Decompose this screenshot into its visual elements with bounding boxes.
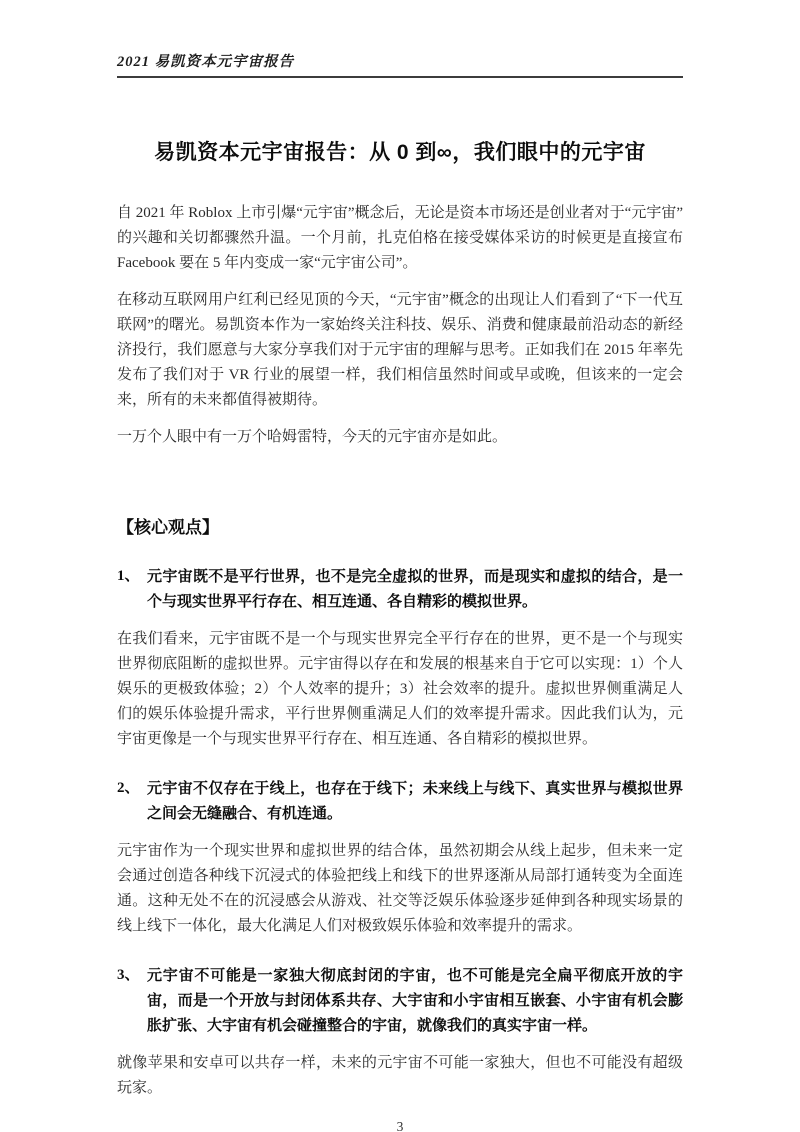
point-statement: 元宇宙既不是平行世界，也不是完全虚拟的世界，而是现实和虚拟的结合，是一个与现实世界平行存在、相互连通、各自精彩的模拟世界。	[147, 568, 683, 610]
point-statement: 元宇宙不仅存在于线上，也存在于线下；未来线上与线下、真实世界与模拟世界之间会无缝融合、有机连通。	[147, 780, 683, 822]
closing-paragraph: 就像苹果和安卓可以共存一样，未来的元宇宙不可能一家独大，但也不可能没有超级玩家。	[117, 1055, 683, 1096]
point-number: 3、	[117, 967, 140, 983]
intro-paragraph-1: 自 2021 年 Roblox 上市引爆“元宇宙”概念后，无论是资本市场还是创业者对于“元宇宙”的兴趣和关切都骤然升温。一个月前，扎克伯格在接受媒体采访的时候更是直接宣布 Facebook 要在 5 年内变成一家“元宇宙公司”。	[117, 205, 683, 271]
point-item-2	[117, 776, 683, 826]
point-number: 2、	[117, 780, 140, 796]
section-heading-core-views: 【核心观点】	[117, 518, 219, 537]
point-detail: 元宇宙作为一个现实世界和虚拟世界的结合体，虽然初期会从线上起步，但未来一定会通过创造各种线下沉浸式的体验把线上和线下的世界逐渐从局部打通转变为全面连通。这种无处不在的沉浸感会从游戏、社交等泛娱乐体验逐步延伸到各种现实场景的线上线下一体化，最大化满足人们对极致娱乐体验和效率提升的需求。	[117, 843, 683, 934]
page-content	[117, 0, 683, 1132]
point-detail: 在我们看来，元宇宙既不是一个与现实世界完全平行存在的世界，更不是一个与现实世界彻底阻断的虚拟世界。元宇宙得以存在和发展的根基来自于它可以实现：1）个人娱乐的更极致体验；2）个人效率的提升；3）社会效率的提升。虚拟世界侧重满足人们的娱乐体验提升需求，平行世界侧重满足人们的效率提升需求。因此我们认为，元宇宙更像是一个与现实世界平行存在、相互连通、各自精彩的模拟世界。	[117, 631, 683, 747]
point-item-1	[117, 564, 683, 614]
page-number: 3	[396, 1119, 404, 1132]
document-title: 易凯资本元宇宙报告：从 0 到∞，我们眼中的元宇宙	[154, 141, 646, 164]
intro-paragraph-3: 一万个人眼中有一万个哈姆雷特，今天的元宇宙亦是如此。	[117, 429, 508, 445]
point-number: 1、	[117, 568, 140, 584]
point-statement: 元宇宙不可能是一家独大彻底封闭的宇宙，也不可能是完全扁平彻底开放的宇宙，而是一个开放与封闭体系共存、大宇宙和小宇宙相互嵌套、小宇宙有机会膨胀扩张、大宇宙有机会碰撞整合的宇宙，就像我们的真实宇宙一样。	[147, 967, 683, 1034]
intro-paragraph-2: 在移动互联网用户红利已经见顶的今天，“元宇宙”概念的出现让人们看到了“下一代互联网”的曙光。易凯资本作为一家始终关注科技、娱乐、消费和健康最前沿动态的新经济投行，我们愿意与大家分享我们对于元宇宙的理解与思考。正如我们在 2015 年率先发布了我们对于 VR 行业的展望一样，我们相信虽然时间或早或晚，但该来的一定会来，所有的未来都值得被期待。	[117, 292, 683, 408]
point-item-3	[117, 963, 683, 1038]
running-header: 2021 易凯资本元宇宙报告	[117, 0, 683, 78]
